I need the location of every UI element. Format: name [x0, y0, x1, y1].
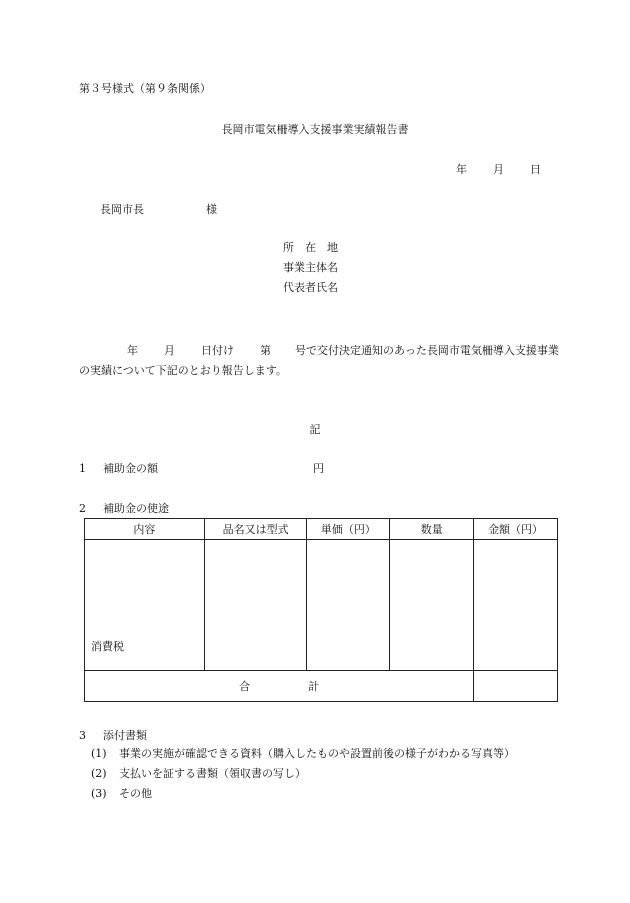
- table-header-row: [85, 519, 558, 540]
- entity-label: 事業主体名: [283, 261, 338, 274]
- form-number: 第３号様式（第９条関係）: [79, 82, 211, 95]
- item1-label: 補助金の額: [103, 462, 158, 475]
- tax-label: 消費税: [91, 640, 124, 653]
- addressee-name: 長岡市長: [100, 203, 144, 216]
- item-subsidy-amount: [79, 462, 324, 476]
- date-line: [456, 163, 541, 177]
- header-item-name: 品名又は型式: [204, 519, 307, 540]
- usage-table: [84, 518, 558, 702]
- total-label-cell: [85, 671, 474, 702]
- item2-label: 補助金の使途: [103, 502, 169, 515]
- applicant-block: [283, 241, 338, 301]
- body-text: 号で交付決定通知のあった長岡市電気柵導入支援事業の実績について下記のとおり報告します。: [79, 344, 559, 377]
- total-amount-cell: [474, 671, 558, 702]
- item3-label: 添付書類: [103, 729, 147, 742]
- cell-quantity: [390, 540, 474, 671]
- date-year: 年: [456, 163, 467, 176]
- cell-amount: [474, 540, 558, 671]
- attachment-3-number: (3): [91, 787, 107, 800]
- body-day: 日付け: [201, 344, 234, 357]
- addressee-honorific: 様: [206, 203, 217, 216]
- header-quantity: 数量: [390, 519, 474, 540]
- header-content: 内容: [85, 519, 205, 540]
- attachment-1: [91, 747, 515, 761]
- cell-item-name: [204, 540, 307, 671]
- date-day: 日: [530, 163, 541, 176]
- representative-label: 代表者氏名: [283, 281, 338, 294]
- attachment-3: [91, 787, 152, 801]
- body-month: 月: [164, 344, 175, 357]
- date-month: 月: [493, 163, 504, 176]
- address-label: 所 在 地: [283, 241, 338, 254]
- attachment-1-text: 事業の実施が確認できる資料（購入したものや設置前後の様子がわかる写真等）: [119, 747, 515, 760]
- body-year: 年: [127, 344, 138, 357]
- document-title: 長岡市電気柵導入支援事業実績報告書: [221, 123, 409, 136]
- cell-unit-price: [307, 540, 390, 671]
- attachment-3-text: その他: [119, 787, 152, 800]
- total-label-2: 計: [308, 680, 320, 693]
- addressee: [100, 203, 217, 217]
- cell-content: [85, 540, 205, 671]
- attachment-1-number: (1): [91, 747, 107, 760]
- item-attachments: [79, 729, 147, 743]
- table-body-row: [85, 540, 558, 671]
- item3-number: 3: [79, 729, 86, 742]
- item2-number: 2: [79, 502, 86, 515]
- body-number-prefix: 第: [260, 344, 271, 357]
- item-subsidy-usage: [79, 502, 169, 516]
- report-body: [79, 341, 559, 381]
- table-total-row: [85, 671, 558, 702]
- attachment-2-number: (2): [91, 767, 107, 780]
- attachment-2-text: 支払いを証する書類（領収書の写し）: [119, 767, 306, 780]
- item1-unit: 円: [313, 462, 324, 475]
- header-amount: 金額（円）: [474, 519, 558, 540]
- total-label-1: 合: [239, 680, 251, 693]
- attachment-2: [91, 767, 306, 781]
- item1-number: 1: [79, 462, 86, 475]
- ki-marker: 記: [309, 423, 321, 436]
- header-unit-price: 単価（円）: [307, 519, 390, 540]
